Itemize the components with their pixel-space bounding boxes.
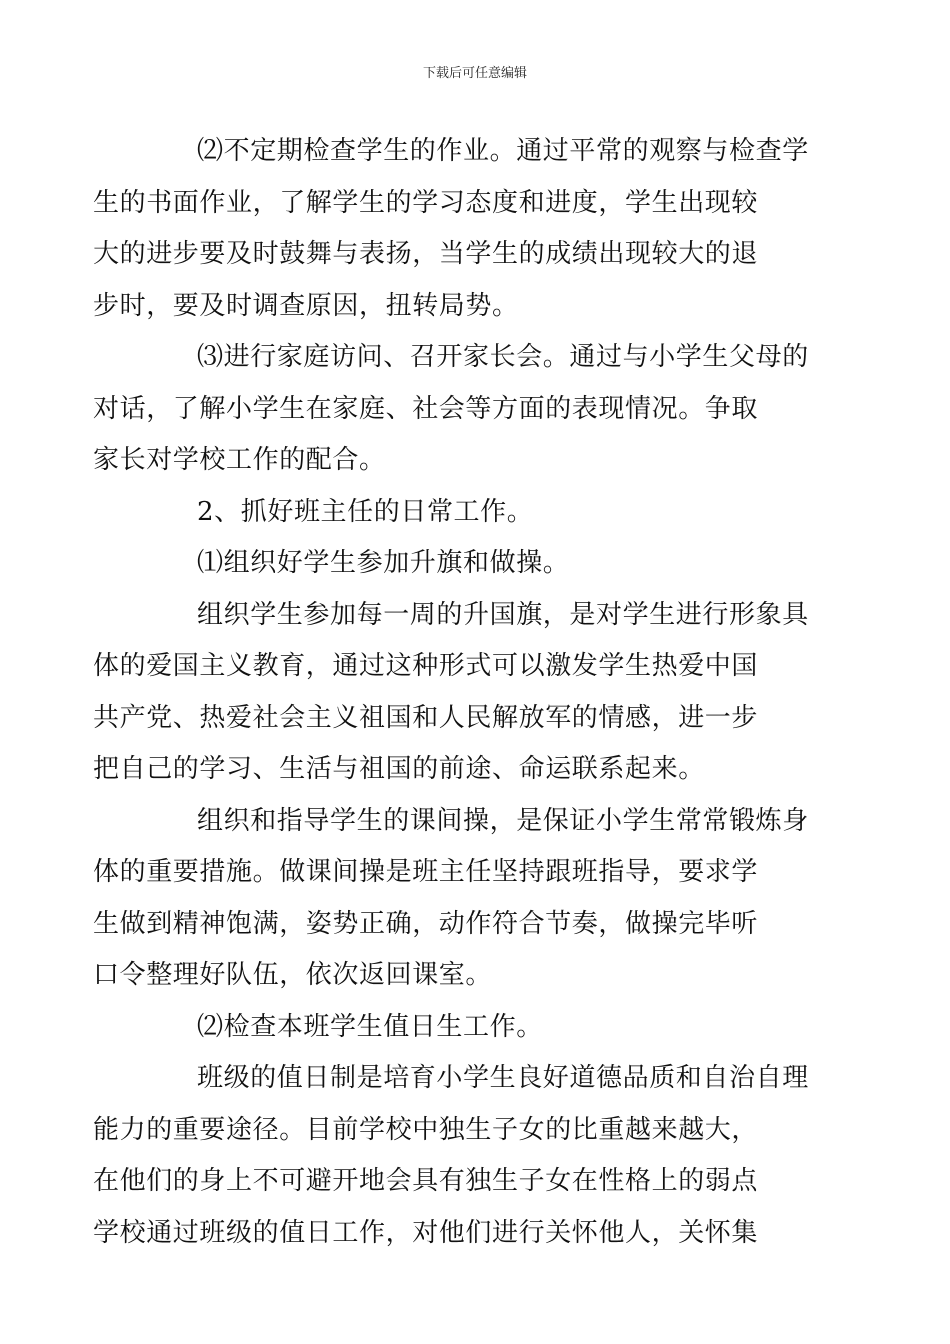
document-body (93, 126, 809, 1259)
text-line: 组织和指导学生的课间操，是保证小学生常常锻炼身 (197, 805, 809, 836)
text-line: 体的重要措施。做课间操是班主任坚持跟班指导，要求学 (93, 857, 759, 887)
paragraph (93, 796, 809, 1002)
subsection-heading (145, 538, 807, 590)
page-header: 下载后可任意编辑 (422, 66, 527, 81)
text-line: 生做到精神饱满，姿势正确，动作符合节奏，做操完毕听 (93, 908, 759, 939)
paragraph (93, 590, 809, 796)
text-line: 能力的重要途径。目前学校中独生子女的比重越来越大， (93, 1114, 759, 1145)
text-line: 步时，要及时调查原因，扭转局势。 (93, 290, 519, 321)
text-line: 家长对学校工作的配合。 (93, 445, 386, 475)
text-line: 大的进步要及时鼓舞与表扬，当学生的成绩出现较大的退 (93, 239, 759, 269)
paragraph (93, 332, 809, 487)
text-line: 口令整理好队伍，依次返回课室。 (93, 960, 493, 990)
text-line: 对话，了解小学生在家庭、社会等方面的表现情况。争取 (93, 393, 759, 424)
text-line: 在他们的身上不可避开地会具有独生子女在性格上的弱点 (93, 1166, 759, 1196)
text-line: 组织学生参加每一周的升国旗，是对学生进行形象具 (197, 599, 809, 630)
text-line: 体的爱国主义教育，通过这种形式可以激发学生热爱中国 (93, 651, 759, 681)
section-heading (145, 487, 807, 539)
text-line: ⑵不定期检查学生的作业。通过平常的观察与检查学 (197, 136, 809, 166)
text-line: ⑶进行家庭访问、召开家长会。通过与小学生父母的 (197, 342, 809, 372)
paragraph (93, 1053, 809, 1259)
paragraph (93, 126, 809, 332)
text-line: ⑵检查本班学生值日生工作。 (197, 1011, 543, 1042)
text-line: 2、抓好班主任的日常工作。 (197, 496, 534, 527)
text-line: 共产党、热爱社会主义祖国和人民解放军的情感，进一步 (93, 702, 759, 733)
subsection-heading (145, 1002, 807, 1054)
text-line: 生的书面作业，了解学生的学习态度和进度，学生出现较 (93, 187, 759, 218)
text-line: 班级的值日制是培育小学生良好道德品质和自治自理 (197, 1063, 809, 1093)
text-line: 把自己的学习、生活与祖国的前途、命运联系起来。 (93, 754, 705, 784)
text-line: 学校通过班级的值日工作，对他们进行关怀他人，关怀集 (93, 1217, 759, 1248)
text-line: ⑴组织好学生参加升旗和做操。 (197, 548, 570, 578)
